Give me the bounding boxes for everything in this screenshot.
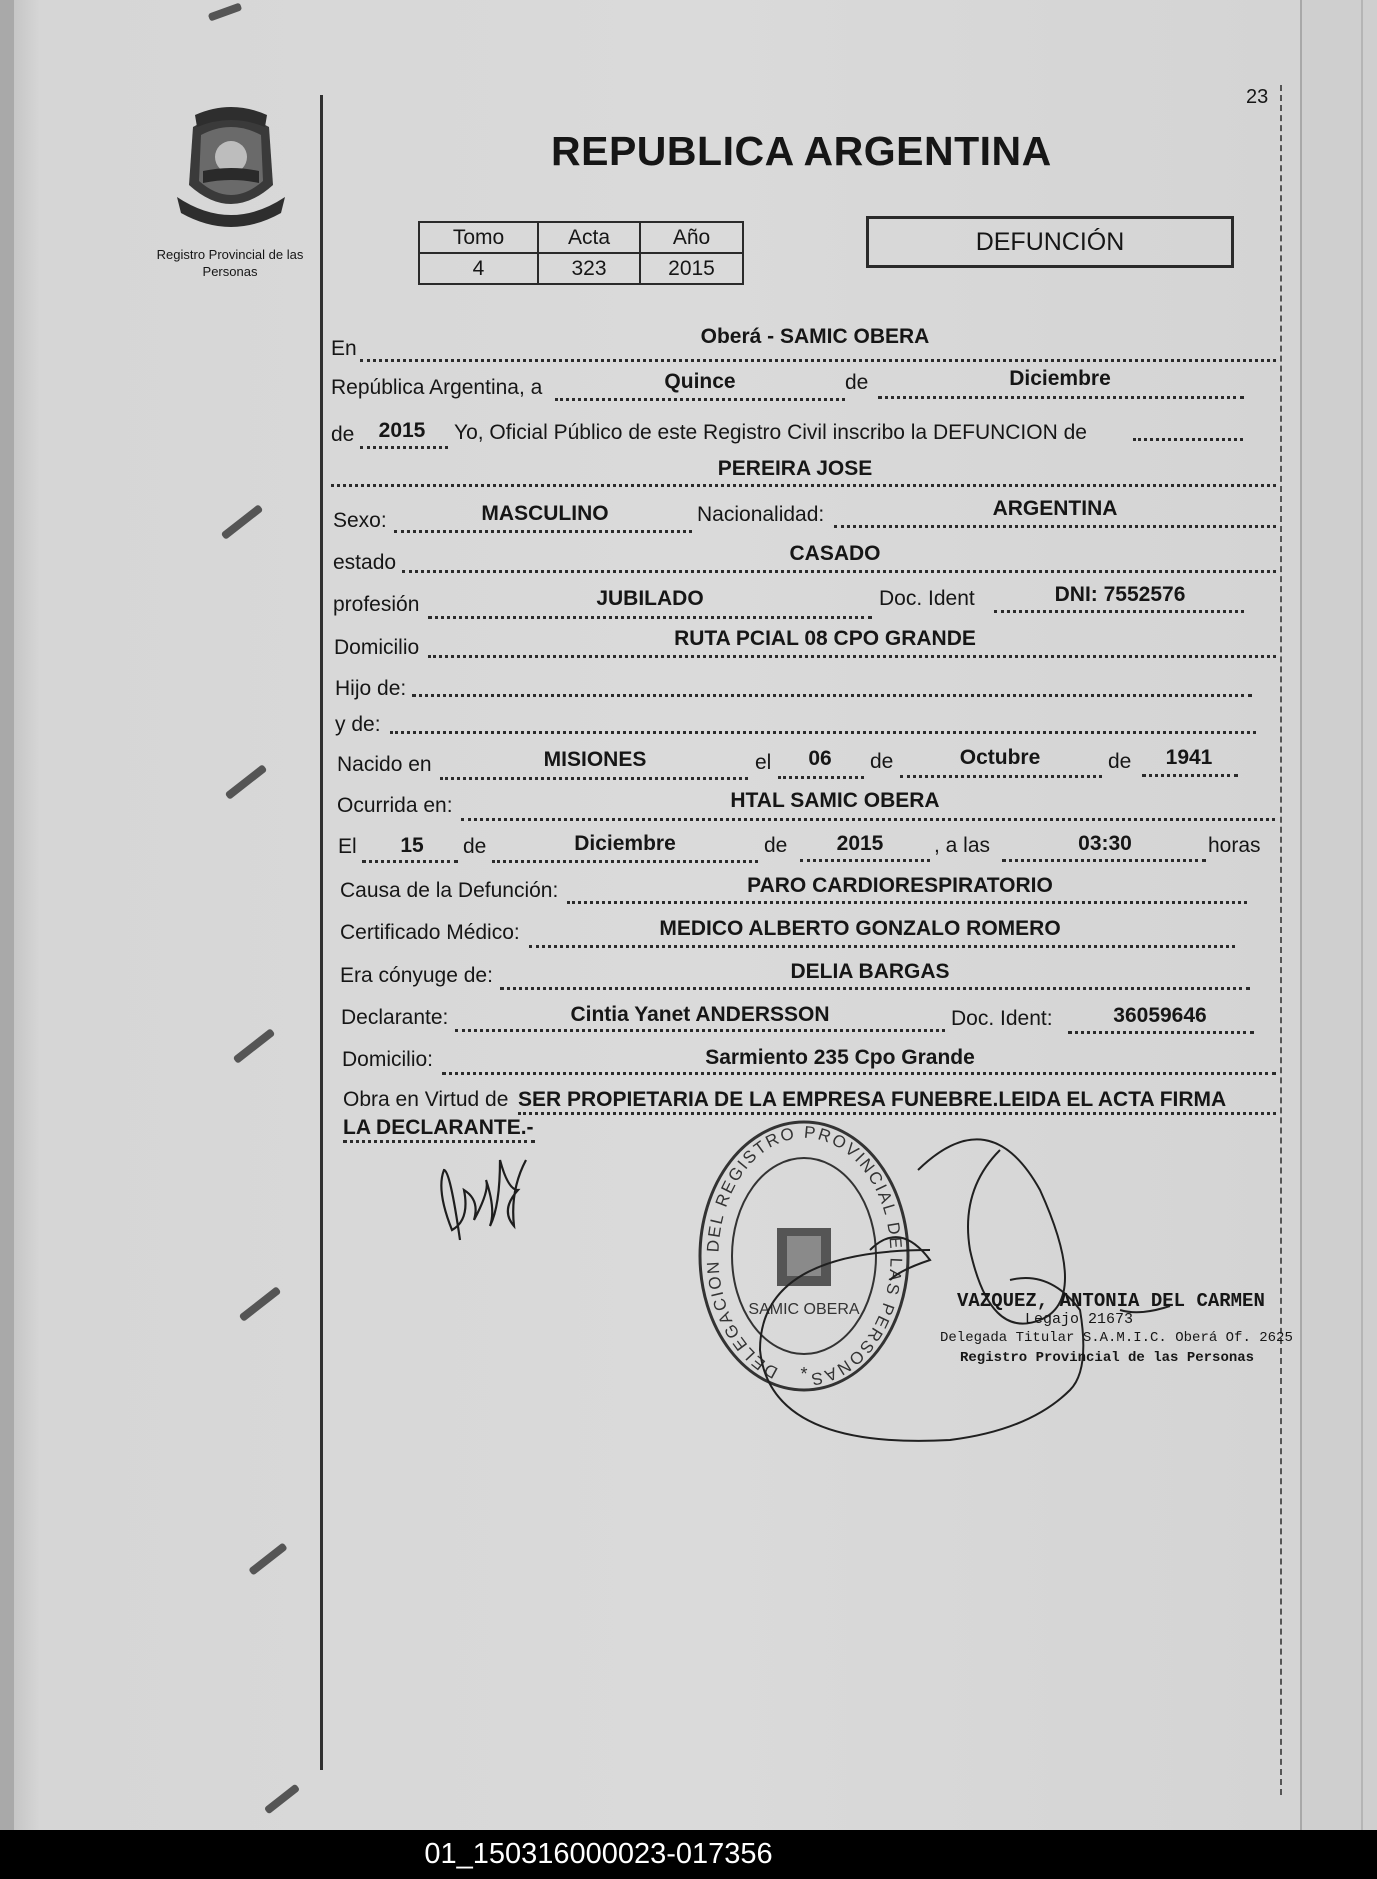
margin-rule [320,95,323,1770]
death-day-value: 15 [400,834,424,857]
table-cell: 2015 [640,253,743,284]
label-conyuge: Era cónyuge de: [340,964,493,987]
birth-year-value: 1941 [1165,746,1213,769]
table-header: Acta [538,222,640,253]
label-en: En [331,337,357,360]
record-type-box: DEFUNCIÓN [866,216,1234,268]
label-domicilio: Domicilio [334,636,420,659]
profession-value: JUBILADO [596,587,704,610]
label-el-cap: El [338,835,357,858]
page-number: 23 [1246,86,1269,108]
declarant-address-value: Sarmiento 235 Cpo Grande [705,1046,975,1069]
label-de: de [870,750,894,773]
binding-mark [208,2,243,21]
official-organization: Registro Provincial de las Personas [960,1350,1255,1366]
record-table [418,221,744,285]
day-text-value: Quince [664,370,736,393]
spouse-value: DELIA BARGAS [790,960,950,983]
address-value: RUTA PCIAL 08 CPO GRANDE [674,627,976,650]
birthplace-value: MISIONES [543,748,647,771]
label-sexo: Sexo: [333,509,387,532]
deceased-name: PEREIRA JOSE [717,457,873,480]
label-a-las: , a las [934,834,991,857]
seal-ring-text: DELEGACION DEL REGISTRO PROVINCIAL DE LAS PERSONAS [703,1122,906,1389]
label-de: de [331,423,355,446]
birth-day-value: 06 [808,747,832,770]
page-edge [0,0,14,1830]
document-value: DNI: 7552576 [1054,583,1186,606]
occurrence-place-value: HTAL SAMIC OBERA [730,789,940,812]
official-role: Delegada Titular S.A.M.I.C. Oberá Of. 2625 [940,1330,1293,1346]
place-value: Oberá - SAMIC OBERA [700,325,930,348]
official-name: VAZQUEZ, ANTONIA DEL CARMEN [957,1290,1265,1312]
cause-value: PARO CARDIORESPIRATORIO [747,874,1053,897]
label-de: de [764,834,788,857]
declarant-doc-value: 36059646 [1113,1004,1207,1027]
death-time-value: 03:30 [1078,832,1132,855]
label-de: de [845,371,869,394]
label-nacionalidad: Nacionalidad: [697,503,825,526]
svg-text:*: * [800,1364,808,1384]
table-cell: 4 [419,253,538,284]
label-hijo-de: Hijo de: [335,677,407,700]
page-title: REPUBLICA ARGENTINA [551,128,1052,174]
label-doc-ident-2: Doc. Ident: [951,1007,1053,1030]
table-cell: 323 [538,253,640,284]
binding-mark [225,764,268,800]
seal-inner-text: SAMIC OBERA [748,1301,860,1318]
table-row [419,222,743,253]
label-horas: horas [1208,834,1261,857]
binding-mark [248,1542,288,1575]
sex-value: MASCULINO [481,502,609,525]
registry-caption: Registro Provincial de las Personas [156,247,304,279]
certifying-doctor-value: MEDICO ALBERTO GONZALO ROMERO [659,917,1061,940]
next-page-edge [1300,0,1377,1830]
birth-month-value: Octubre [959,746,1041,769]
reason-line-1: SER PROPIETARIA DE LA EMPRESA FUNEBRE.LEIDA EL ACTA FIRMA [518,1088,1227,1111]
footer-id-text: 01_150316000023-017356 [424,1838,773,1870]
right-perforation [1280,85,1282,1795]
label-y-de: y de: [335,713,381,736]
table-header: Año [640,222,743,253]
label-doc-ident: Doc. Ident [879,587,975,610]
label-profesion: profesión [333,593,420,616]
binding-mark [239,1286,282,1322]
statement-text: Yo, Oficial Público de este Registro Civil inscribo la DEFUNCION de [454,421,1087,444]
binding-mark [264,1784,300,1815]
month-value: Diciembre [1009,367,1111,390]
label-declarante: Declarante: [341,1006,449,1029]
misiones-emblem-icon [173,105,289,229]
label-de: de [463,835,487,858]
label-de: de [1108,750,1132,773]
table-row [419,253,743,284]
label-el: el [755,751,772,774]
label-certificado: Certificado Médico: [340,921,520,944]
reason-line-2: LA DECLARANTE.- [343,1116,534,1139]
label-republica: República Argentina, a [331,376,543,399]
label-domicilio-2: Domicilio: [342,1048,434,1071]
nationality-value: ARGENTINA [992,497,1118,520]
label-causa: Causa de la Defunción: [340,879,559,902]
binding-mark [221,504,264,540]
binding-mark [233,1028,276,1064]
label-estado: estado [333,551,397,574]
declarant-name-value: Cintia Yanet ANDERSSON [570,1003,830,1026]
table-header: Tomo [419,222,538,253]
year-value: 2015 [378,419,426,442]
death-year-value: 2015 [836,832,884,855]
official-legajo: Legajo 21673 [1025,1311,1134,1328]
marital-status-value: CASADO [789,542,881,565]
death-month-value: Diciembre [574,832,676,855]
label-nacido-en: Nacido en [337,753,432,776]
page-edge-line [1361,0,1363,1830]
label-ocurrida-en: Ocurrida en: [337,794,453,817]
document-id-footer [0,1830,1377,1879]
label-obra-en-virtud: Obra en Virtud de [343,1088,509,1111]
